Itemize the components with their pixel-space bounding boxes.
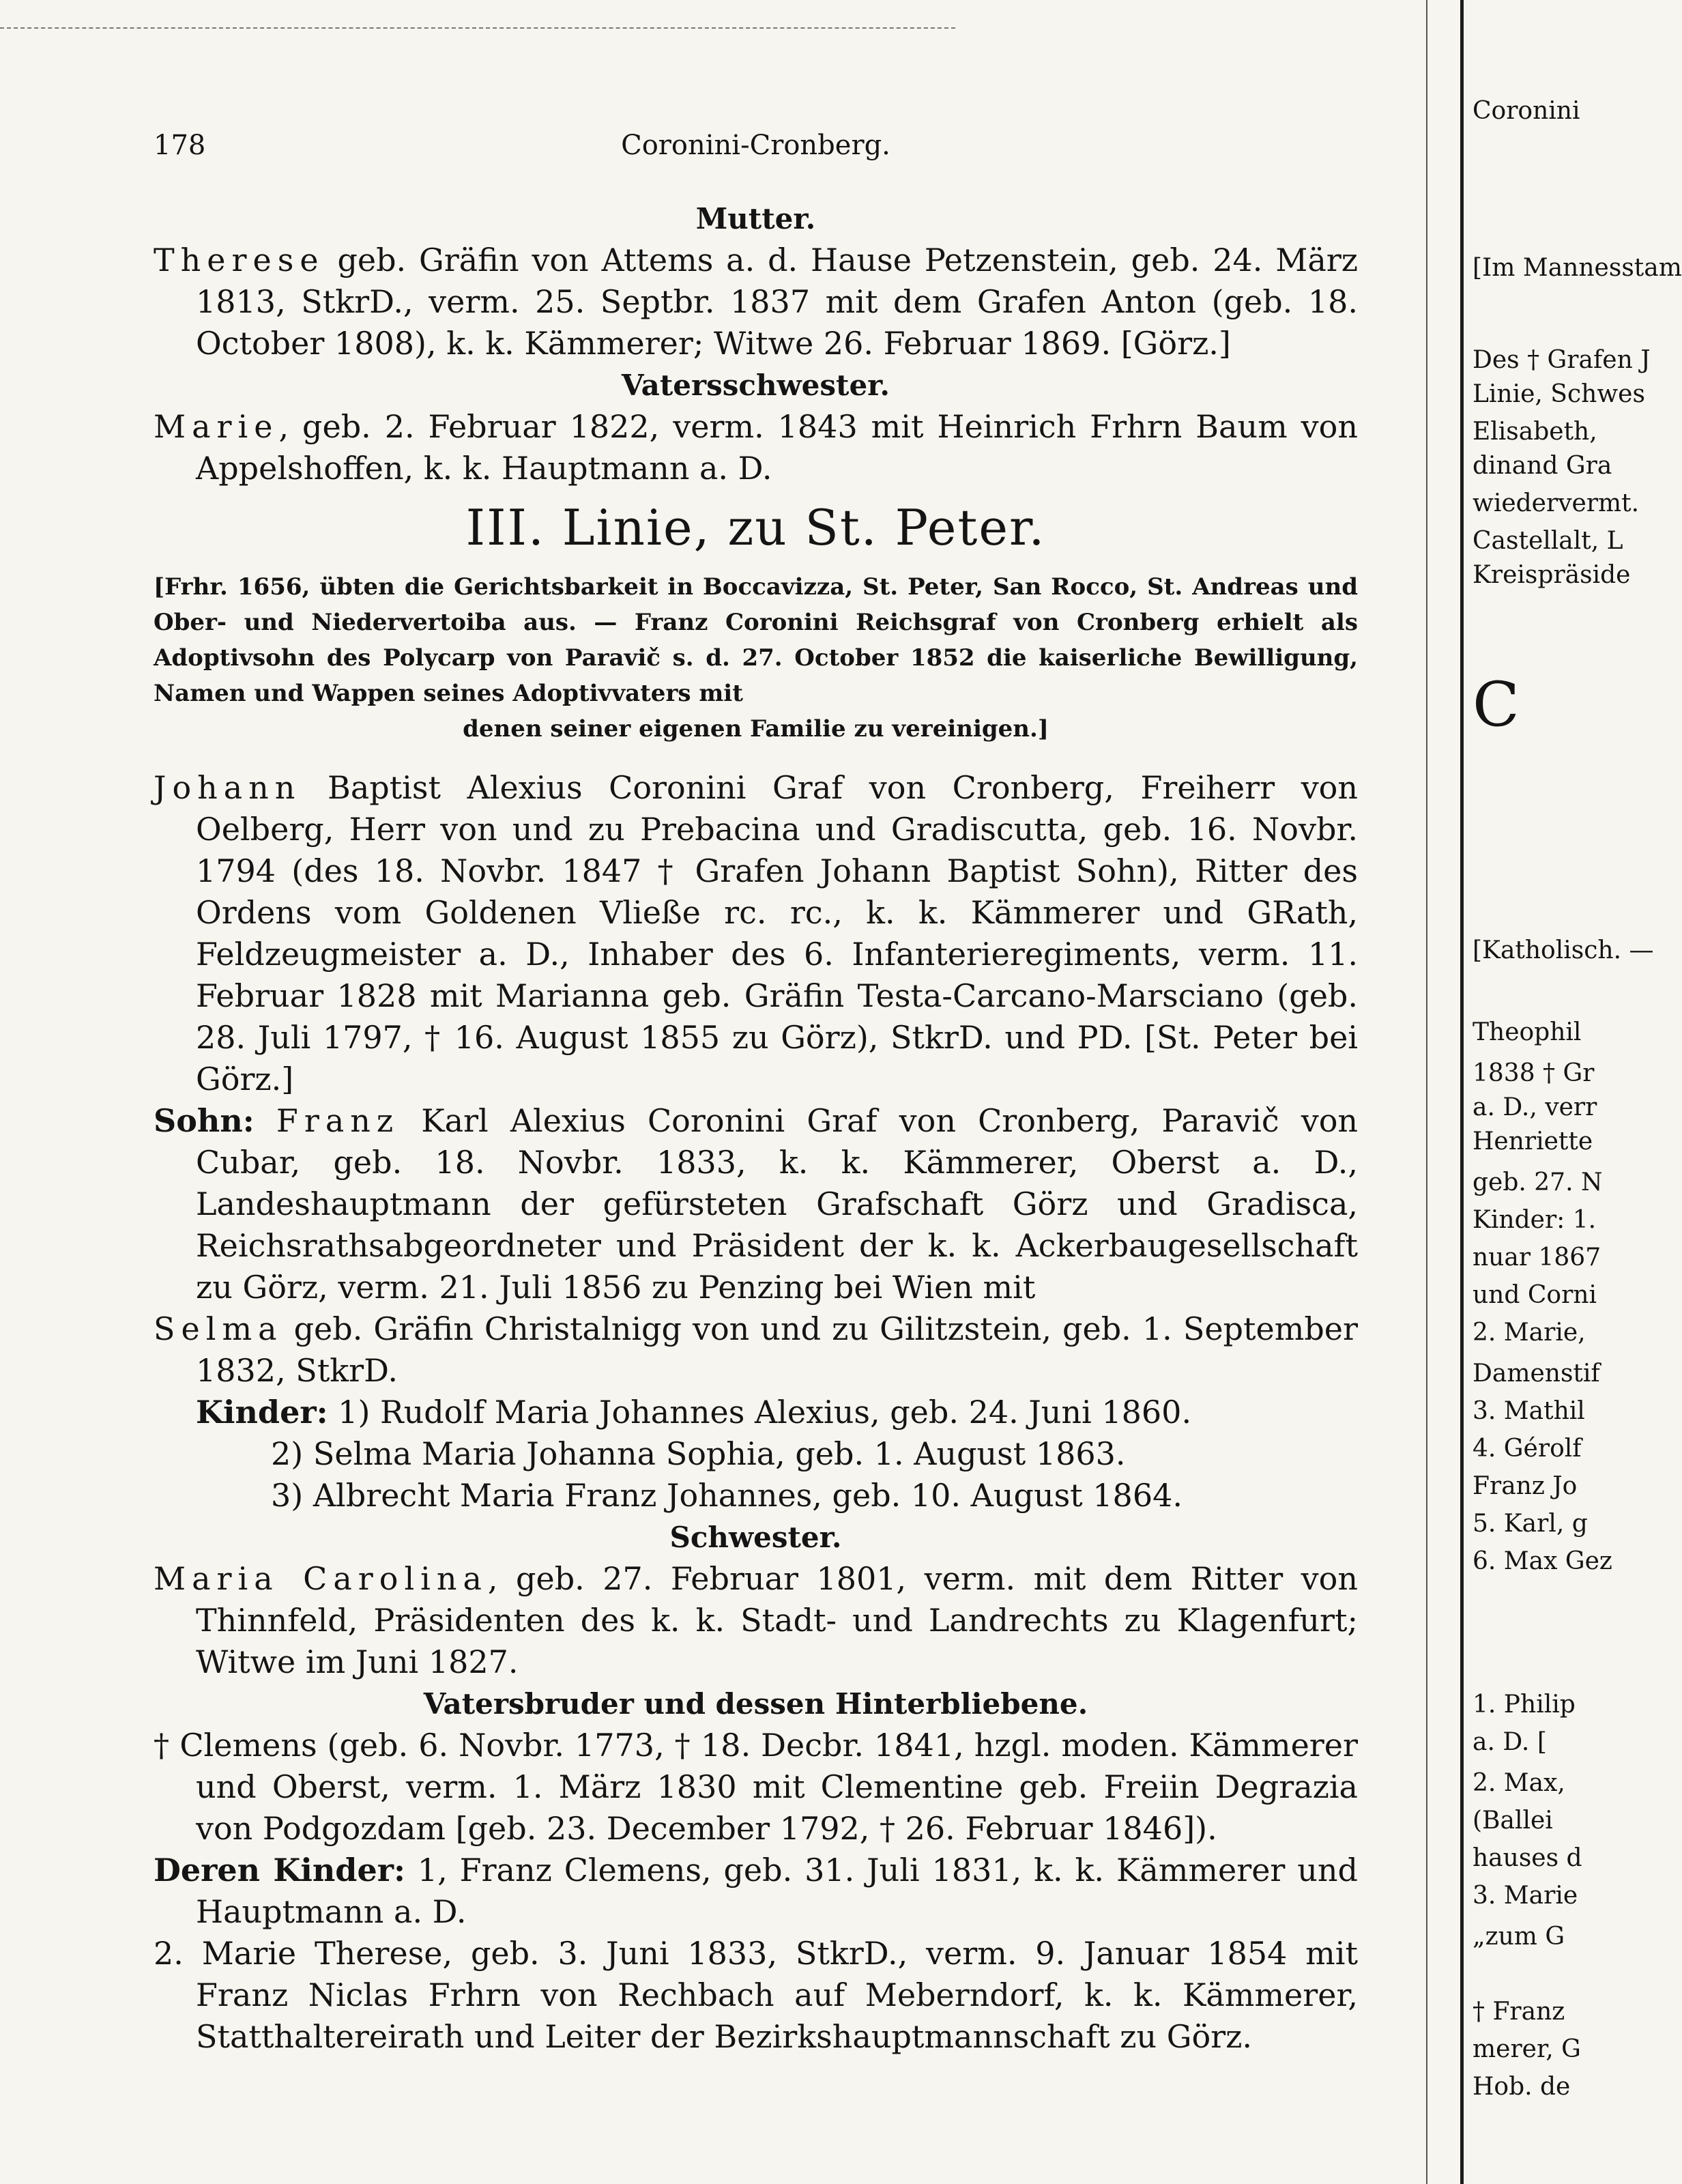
adjacent-line: Kreispräside — [1473, 561, 1631, 589]
entry-text: 1, Franz Clemens, geb. 31. Juli 1831, k. k. Kämmerer und Hauptmann a. D. — [196, 1852, 1359, 1930]
adjacent-line: Hob. de — [1473, 2073, 1571, 2101]
list-item — [196, 1392, 1358, 1433]
entry-name: Franz — [276, 1102, 400, 1139]
section-heading-schwester: Schwester. — [669, 1521, 842, 1554]
adjacent-line: 2. Marie, — [1473, 1319, 1586, 1347]
adjacent-line: hauses d — [1473, 1844, 1582, 1872]
list-item: 2) Selma Maria Johanna Sophia, geb. 1. August 1863. — [271, 1435, 1126, 1472]
adjacent-line: 5. Karl, g — [1473, 1510, 1588, 1538]
adjacent-line: 2. Max, — [1473, 1769, 1565, 1797]
entry-name: Maria Carolina — [154, 1560, 488, 1597]
entry-therese — [154, 240, 1358, 364]
adjacent-line: „zum G — [1473, 1923, 1565, 1951]
entry-text: geb. Gräfin Christalnigg von und zu Gilitzstein, geb. 1. September 1832, StkrD. — [196, 1310, 1358, 1389]
adjacent-line: [Katholisch. — — [1473, 936, 1654, 964]
kinder-list — [154, 1392, 1358, 1517]
entry-text: , geb. 27. Februar 1801, verm. mit dem Ritter von Thinnfeld, Präsidenten des k. k. Stadt- und Landrechts zu Klagenfurt; Witwe im Juni 1827. — [196, 1560, 1358, 1680]
page-gutter — [1460, 0, 1464, 2184]
adjacent-page-fragment — [1467, 0, 1682, 2184]
adjacent-line: nuar 1867 — [1473, 1244, 1601, 1271]
section-heading-vatersschwester: Vatersschwester. — [621, 369, 890, 402]
adjacent-line: Coronini — [1473, 97, 1580, 125]
adjacent-line: 1. Philip — [1473, 1691, 1576, 1719]
adjacent-line: Damenstif — [1473, 1360, 1600, 1388]
entry-marie-therese: 2. Marie Therese, geb. 3. Juni 1833, StkrD., verm. 9. Januar 1854 mit Franz Niclas Frhrn von Rechbach auf Meberndorf, k. k. Kämmerer, Statthaltereirath und Leiter der Bezirkshauptmannschaft zu Görz. — [154, 1935, 1358, 2055]
adjacent-line: Linie, Schwes — [1473, 380, 1645, 408]
entry-name: Johann — [154, 769, 302, 806]
adjacent-line: merer, G — [1473, 2035, 1581, 2063]
adjacent-line: C — [1473, 669, 1520, 741]
adjacent-line: wiedervermt. — [1473, 489, 1640, 517]
adjacent-line: 3. Mathil — [1473, 1397, 1585, 1425]
entry-text: , geb. 2. Februar 1822, verm. 1843 mit Heinrich Frhrn Baum von Appelshoffen, k. k. Hauptmann a. D. — [196, 408, 1358, 487]
page-main — [154, 0, 1358, 2184]
adjacent-line: und Corni — [1473, 1281, 1597, 1309]
line-heading: III. Linie, zu St. Peter. — [465, 499, 1046, 556]
entry-johann — [154, 767, 1358, 1100]
entry-label: Sohn: — [154, 1102, 255, 1139]
entry-marie — [154, 406, 1358, 489]
entry-maria-carolina — [154, 1558, 1358, 1683]
line-note — [154, 569, 1358, 747]
adjacent-line: Kinder: 1. — [1473, 1206, 1597, 1234]
entry-name: Selma — [154, 1310, 283, 1347]
adjacent-line: Des † Grafen J — [1473, 346, 1651, 374]
entry-text: Karl Alexius Coronini Graf von Cronberg, Paravič von Cubar, geb. 18. Novbr. 1833, k. k. Kämmerer, Oberst a. D., Landeshauptmann der gefürsteten Grafschaft Görz und Gradisca, Reichsrathsabgeordneter und Präsident der k. k. Ackerbaugesellschaft zu Görz, verm. 21. Juli 1856 zu Penzing bei Wien mit — [196, 1102, 1359, 1306]
page-number: 178 — [154, 130, 206, 161]
entry-name: Therese — [154, 242, 325, 278]
entry-selma — [154, 1308, 1358, 1392]
entry-deren-kinder — [154, 1850, 1358, 1933]
page-header — [154, 130, 1358, 171]
adjacent-line: a. D. [ — [1473, 1728, 1547, 1756]
entry-sohn — [154, 1100, 1358, 1308]
entry-clemens: † Clemens (geb. 6. Novbr. 1773, † 18. Decbr. 1841, hzgl. moden. Kämmerer und Oberst, verm. 1. März 1830 mit Clementine geb. Freiin Degrazia von Podgozdam [geb. 23. December 1792, † 26. Februar 1846]). — [154, 1727, 1358, 1847]
adjacent-line: 1838 † Gr — [1473, 1059, 1595, 1087]
adjacent-line: (Ballei — [1473, 1807, 1553, 1835]
adjacent-line: Henriette — [1473, 1127, 1593, 1155]
adjacent-line: geb. 27. N — [1473, 1168, 1603, 1196]
section-heading-mutter: Mutter. — [695, 202, 816, 235]
adjacent-line: Theophil — [1473, 1018, 1582, 1046]
adjacent-line: 4. Gérolf — [1473, 1435, 1582, 1463]
line-note-last: denen seiner eigenen Familie zu vereinigen.] — [463, 715, 1049, 743]
section-heading-vatersbruder: Vatersbruder und dessen Hinterbliebene. — [423, 1687, 1088, 1721]
gutter-shadow — [1426, 0, 1427, 2184]
list-item: 3) Albrecht Maria Franz Johannes, geb. 10. August 1864. — [271, 1477, 1183, 1514]
entry-name: Marie — [154, 408, 279, 445]
adjacent-line: a. D., verr — [1473, 1093, 1597, 1121]
kinder-item-1: 1) Rudolf Maria Johannes Alexius, geb. 24. Juni 1860. — [338, 1394, 1192, 1431]
adjacent-line: [Im Mannesstam — [1473, 254, 1682, 282]
running-title: Coronini-Cronberg. — [621, 130, 890, 161]
entry-text: Baptist Alexius Coronini Graf von Cronberg, Freiherr von Oelberg, Herr von und zu Prebacina und Gradiscutta, geb. 16. Novbr. 1794 (des 18. Novbr. 1847 † Grafen Johann Baptist Sohn), Ritter des Ordens vom Goldenen Vließe rc. rc., k. k. Kämmerer und GRath, Feldzeugmeister a. D., Inhaber des 6. Infanterieregiments, verm. 11. Februar 1828 mit Marianna geb. Gräfin Testa-Carcano-Marsciano (geb. 28. Juli 1797, † 16. August 1855 zu Görz), StkrD. und PD. [St. Peter bei Görz.] — [196, 769, 1358, 1097]
adjacent-line: † Franz — [1473, 1998, 1565, 2026]
entry-text: geb. Gräfin von Attems a. d. Hause Petzenstein, geb. 24. März 1813, StkrD., verm. 25. Septbr. 1837 mit dem Grafen Anton (geb. 18. October 1808), k. k. Kämmerer; Witwe 26. Februar 1869. [Görz.] — [196, 242, 1358, 362]
adjacent-line: Castellalt, L — [1473, 527, 1623, 555]
kinder-label: Kinder: — [196, 1394, 328, 1431]
adjacent-line: Franz Jo — [1473, 1472, 1578, 1500]
adjacent-line: 3. Marie — [1473, 1882, 1578, 1910]
entry-label: Deren Kinder: — [154, 1852, 405, 1888]
line-note-main: [Frhr. 1656, übten die Gerichtsbarkeit in Boccavizza, St. Peter, San Rocco, St. Andreas und Ober- und Niedervertoiba aus. — Franz Coronini Reichsgraf von Cronberg erhielt als Adoptivsohn des Polycarp von Paravič s. d. 27. October 1852 die kaiserliche Bewilligung, Namen und Wappen seines Adoptivvaters mit — [154, 573, 1358, 707]
adjacent-line: Elisabeth, — [1473, 418, 1597, 446]
adjacent-line: 6. Max Gez — [1473, 1547, 1612, 1575]
page-body — [154, 198, 1358, 2058]
adjacent-line: dinand Gra — [1473, 452, 1612, 480]
